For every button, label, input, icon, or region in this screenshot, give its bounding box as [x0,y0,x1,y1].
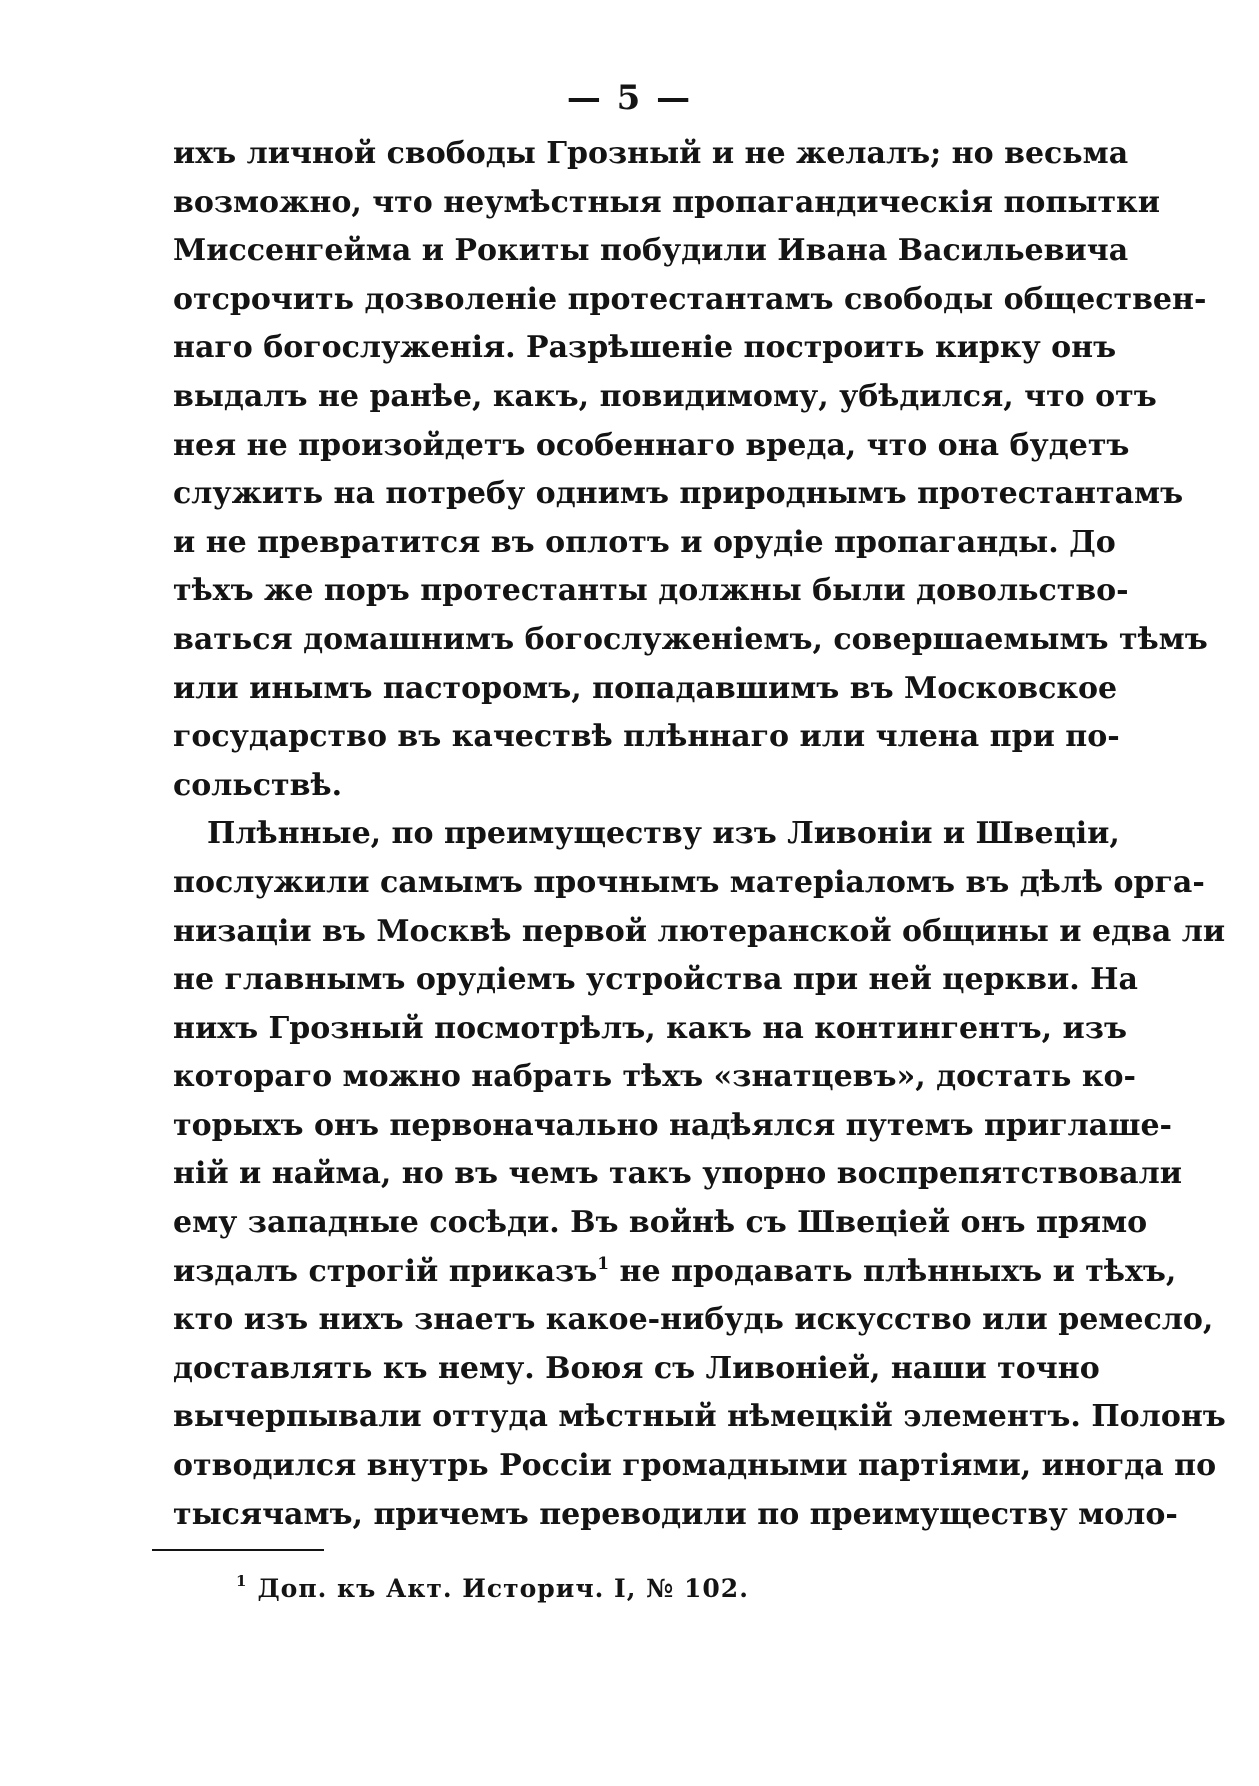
text-line: Миссенгейма и Рокиты побудили Ивана Васильевича [173,233,1129,269]
text-line: выдалъ не ранѣе, какъ, повидимому, убѣдился, что отъ [173,378,1157,414]
text-line-with-footnote-ref [173,1248,1177,1297]
footnote-divider [152,1549,324,1551]
text-line: вычерпывали оттуда мѣстный нѣмецкій элементъ. Полонъ [173,1399,1226,1435]
text-line: отсрочить дозволеніе протестантамъ свободы обществен- [173,281,1207,317]
paragraph-2 [173,810,1226,1539]
body-text [173,130,1226,1539]
text-line: низаціи въ Москвѣ первой лютеранской общины и едва ли [173,913,1226,949]
text-line: кто изъ нихъ знаетъ какое-нибудь искусство или ремесло, [173,1302,1214,1338]
text-line: сольствѣ. [173,767,343,803]
text-line: послужили самымъ прочнымъ матеріаломъ въ дѣлѣ орга- [173,864,1205,900]
footnote [236,1572,749,1606]
page-number: — 5 — [566,78,693,118]
text-fragment: издалъ строгій приказъ [173,1253,598,1289]
text-line: и не превратится въ оплотъ и орудіе пропаганды. До [173,524,1116,560]
text-line: не главнымъ орудіемъ устройства при ней церкви. На [173,962,1138,998]
text-line: тысячамъ, причемъ переводили по преимуществу моло- [173,1496,1178,1532]
text-line: доставлять къ нему. Воюя съ Ливоніей, наши точно [173,1350,1100,1386]
text-line: торыхъ онъ первоначально надѣялся путемъ приглаше- [173,1107,1172,1143]
text-line: отводился внутрь Россіи громадными партіями, иногда по [173,1448,1217,1484]
text-line: или инымъ пасторомъ, попадавшимъ въ Московское [173,670,1118,706]
text-line: государство въ качествѣ плѣннаго или члена при по- [173,719,1120,755]
text-line: ихъ личной свободы Грозный и не желалъ; но весьма [173,136,1129,171]
text-line: ваться домашнимъ богослуженіемъ, совершаемымъ тѣмъ [173,621,1208,657]
text-line: наго богослуженія. Разрѣшеніе построить кирку онъ [173,330,1117,366]
text-line: нихъ Грозный посмотрѣлъ, какъ на контингентъ, изъ [173,1010,1127,1046]
text-fragment: не продавать плѣнныхъ и тѣхъ, [609,1253,1177,1289]
paragraph-1 [173,130,1208,810]
footnote-reference[interactable]: 1 [597,1253,610,1274]
footnote-text: Доп. къ Акт. Историч. I, № 102. [257,1574,749,1603]
text-line: Плѣнные, по преимуществу изъ Ливоніи и Швеціи, [207,816,1120,852]
text-line: ему западные сосѣди. Въ войнѣ съ Швеціей онъ прямо [173,1205,1148,1241]
footnote-marker: 1 [236,1572,248,1590]
text-line: тѣхъ же поръ протестанты должны были довольство- [173,573,1129,609]
text-line: служить на потребу однимъ природнымъ протестантамъ [173,476,1184,512]
text-line: котораго можно набрать тѣхъ «знатцевъ», достать ко- [173,1059,1136,1095]
text-line: возможно, что неумѣстныя пропагандическія попытки [173,184,1160,220]
text-line: нея не произойдетъ особеннаго вреда, что она будетъ [173,427,1130,463]
text-line: ній и найма, но въ чемъ такъ упорно воспрепятствовали [173,1156,1183,1192]
